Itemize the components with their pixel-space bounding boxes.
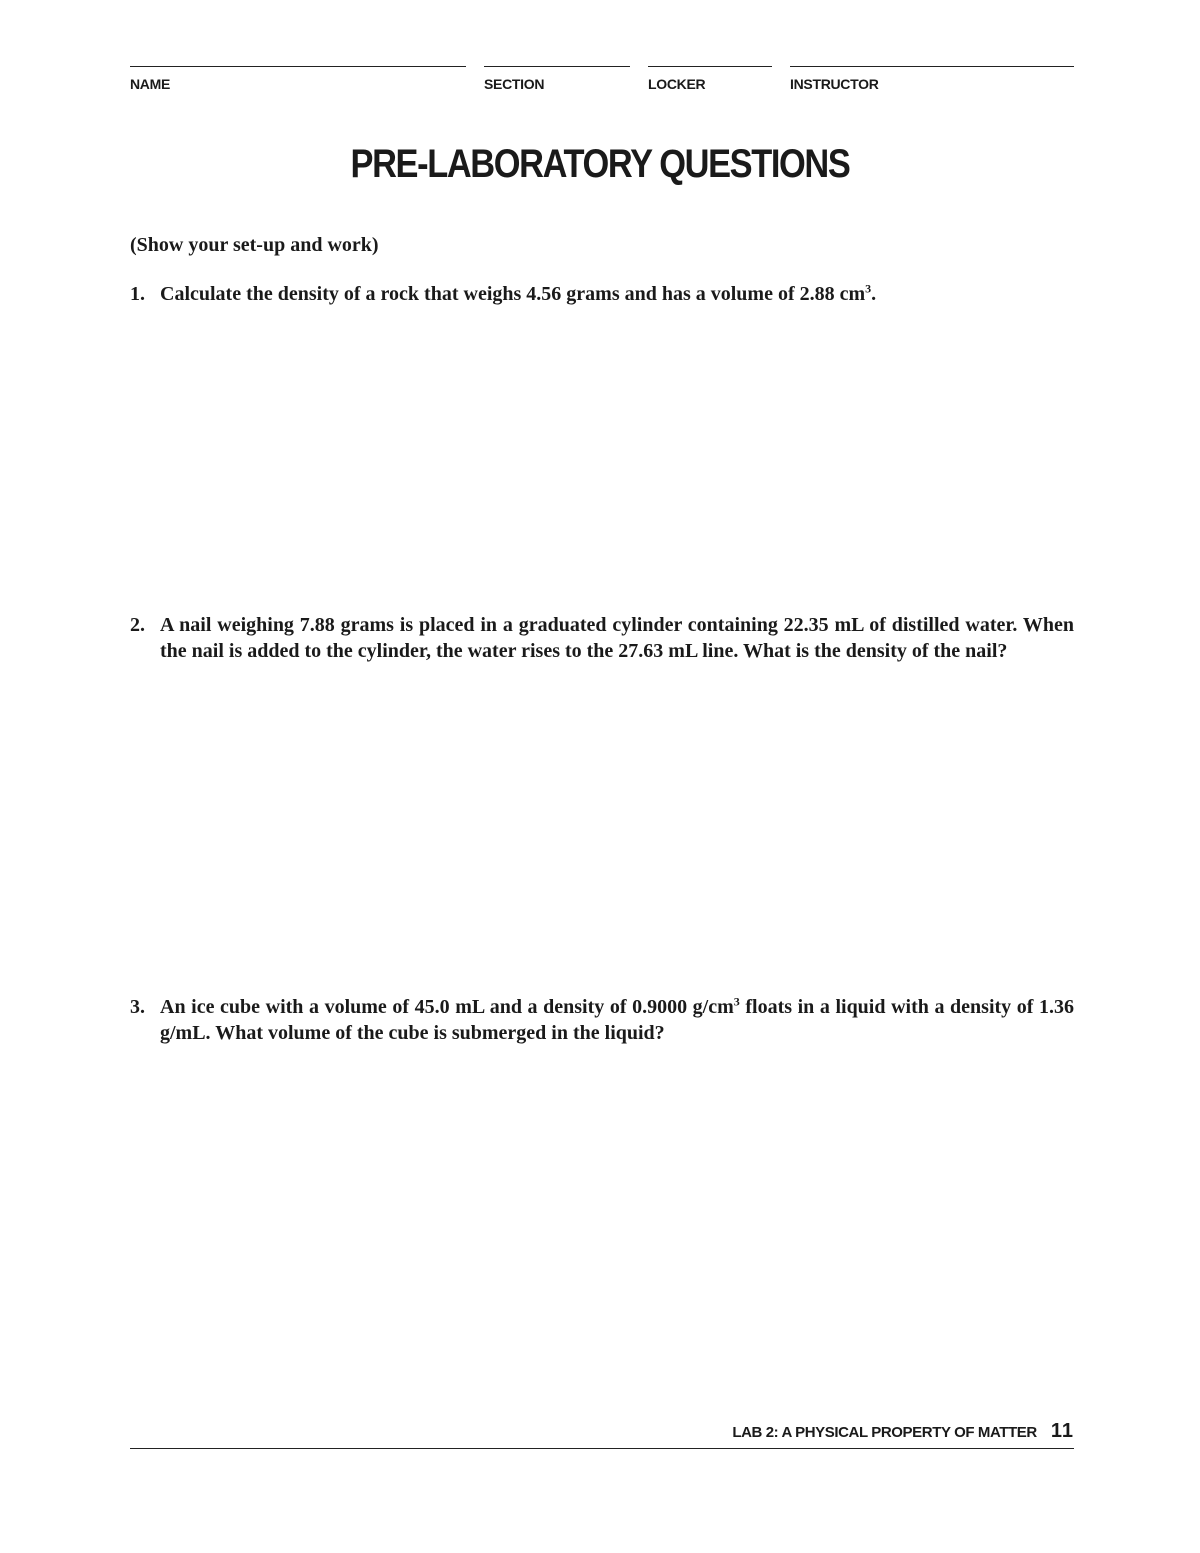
question-text (160, 994, 1074, 1046)
question-superscript: 3 (733, 994, 740, 1009)
locker-field[interactable] (648, 66, 772, 91)
question-3 (130, 994, 1074, 1046)
question-number: 2. (130, 614, 145, 636)
section-field[interactable] (484, 66, 630, 91)
question-number: 1. (130, 283, 145, 305)
page-footer (130, 1420, 1074, 1449)
name-field[interactable] (130, 66, 466, 91)
question-number: 3. (130, 996, 145, 1018)
locker-field-label: LOCKER (648, 76, 706, 92)
section-field-label: SECTION (484, 76, 545, 92)
question-text: A nail weighing 7.88 grams is placed in a graduated cylinder containing 22.35 mL of distilled water. When the nail is added to the cylinder, the water rises to the 27.63 mL line. What is the density of the nail? (160, 614, 1074, 662)
question-text-end: floats in a liquid with a density of 1.36 g/mL. What volume of the cube is submerged in the liquid? (160, 996, 1074, 1044)
question-1 (130, 281, 1074, 307)
page-title: PRE-LABORATORY QUESTIONS (350, 142, 850, 186)
question-text-main: Calculate the density of a rock that weighs 4.56 grams and has a volume of 2.88 cm (160, 283, 866, 305)
question-text-main: An ice cube with a volume of 45.0 mL and a density of 0.9000 g/cm (160, 996, 734, 1018)
instructions-text: (Show your set-up and work) (130, 234, 379, 256)
instructor-field-label: INSTRUCTOR (790, 76, 879, 92)
question-text (160, 281, 1074, 307)
name-field-label: NAME (130, 76, 171, 92)
page-number: 11 (1050, 1420, 1074, 1442)
student-info-fields (130, 66, 1074, 96)
question-2 (130, 612, 1074, 664)
question-superscript: 3 (865, 281, 872, 296)
footer-lab-title: LAB 2: A PHYSICAL PROPERTY OF MATTER (732, 1424, 1037, 1441)
footer-text (732, 1420, 1074, 1444)
question-text-end: . (871, 283, 877, 305)
instructor-field[interactable] (790, 66, 1074, 91)
